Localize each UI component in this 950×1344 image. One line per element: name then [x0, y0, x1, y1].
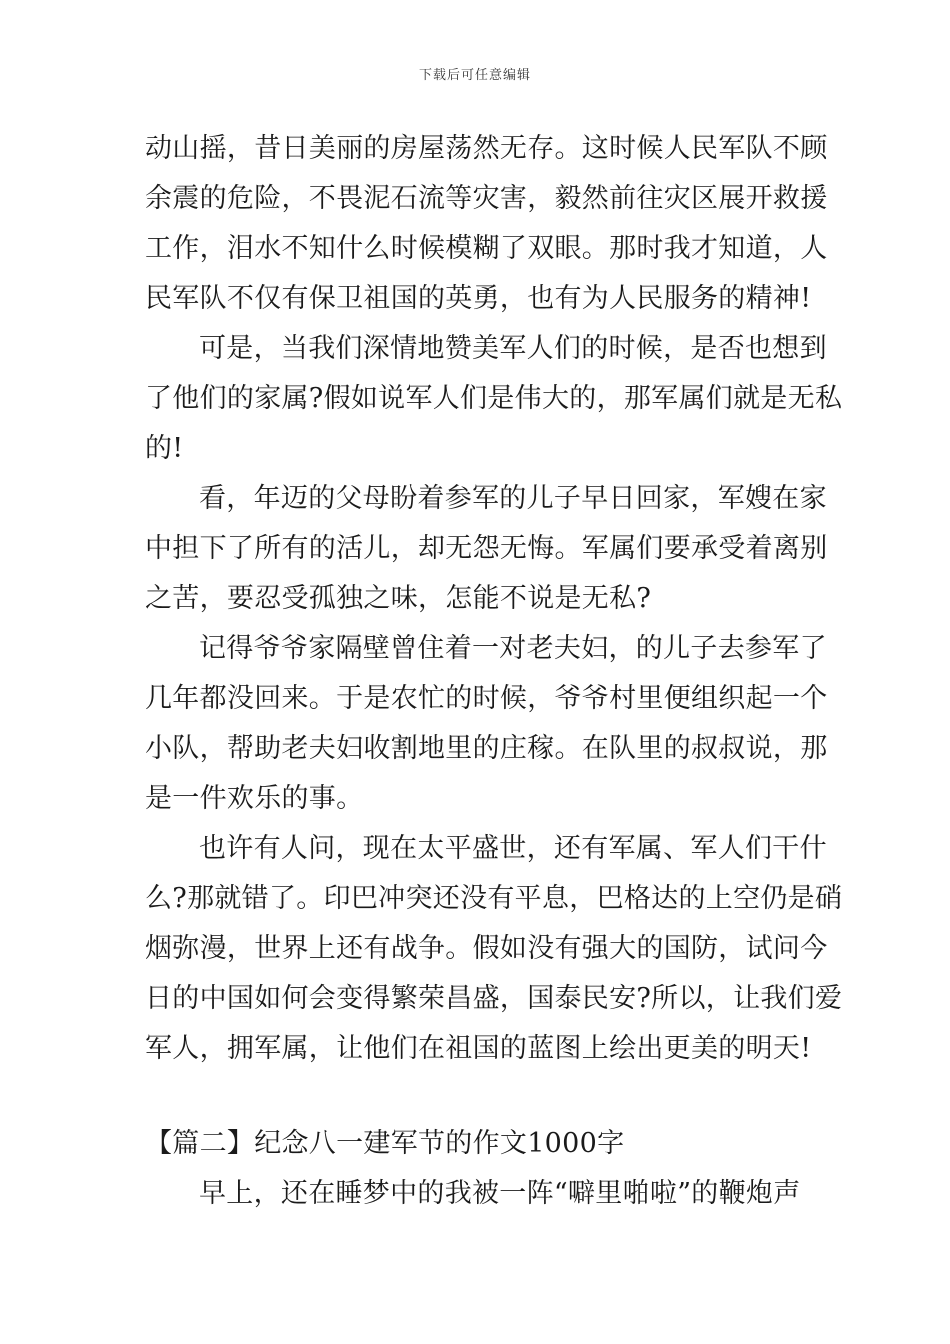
body-line: 动山摇，昔日美丽的房屋荡然无存。这时候人民军队不顾 [145, 133, 828, 164]
body-line: 几年都没回来。于是农忙的时候，爷爷村里便组织起一个 [145, 683, 828, 714]
body-line: 的! [145, 433, 184, 464]
body-line: 是一件欢乐的事。 [145, 783, 364, 814]
body-line: 烟弥漫，世界上还有战争。假如没有强大的国防，试问今 [145, 933, 828, 964]
body-line: 小队，帮助老夫妇收割地里的庄稼。在队里的叔叔说，那 [145, 733, 828, 764]
body-line: 工作，泪水不知什么时候模糊了双眼。那时我才知道，人 [145, 233, 828, 264]
paragraph-first-line: 可是，当我们深情地赞美军人们的时候，是否也想到 [199, 333, 827, 364]
body-line: 日的中国如何会变得繁荣昌盛，国泰民安?所以，让我们爱 [145, 983, 843, 1014]
body-line: 军人，拥军属，让他们在祖国的蓝图上绘出更美的明天! [145, 1033, 812, 1064]
page-header-note: 下载后可任意编辑 [418, 68, 531, 83]
paragraph-first-line: 早上，还在睡梦中的我被一阵“噼里啪啦”的鞭炮声 [199, 1178, 801, 1209]
body-line: 民军队不仅有保卫祖国的英勇，也有为人民服务的精神! [145, 283, 812, 314]
body-line: 了他们的家属?假如说军人们是伟大的，那军属们就是无私 [145, 383, 843, 414]
paragraph-first-line: 看，年迈的父母盼着参军的儿子早日回家，军嫂在家 [199, 483, 827, 514]
body-line: 之苦，要忍受孤独之味，怎能不说是无私? [145, 583, 652, 614]
paragraph-first-line: 也许有人问，现在太平盛世，还有军属、军人们干什 [199, 833, 827, 864]
body-line: 中担下了所有的活儿，却无怨无悔。军属们要承受着离别 [145, 533, 828, 564]
section-heading: 【篇二】纪念八一建军节的作文1000字 [145, 1128, 625, 1159]
body-line: 余震的危险，不畏泥石流等灾害，毅然前往灾区展开救援 [145, 183, 828, 214]
body-line: 么?那就错了。印巴冲突还没有平息，巴格达的上空仍是硝 [145, 883, 843, 914]
paragraph-first-line: 记得爷爷家隔壁曾住着一对老夫妇，的儿子去参军了 [199, 633, 827, 664]
